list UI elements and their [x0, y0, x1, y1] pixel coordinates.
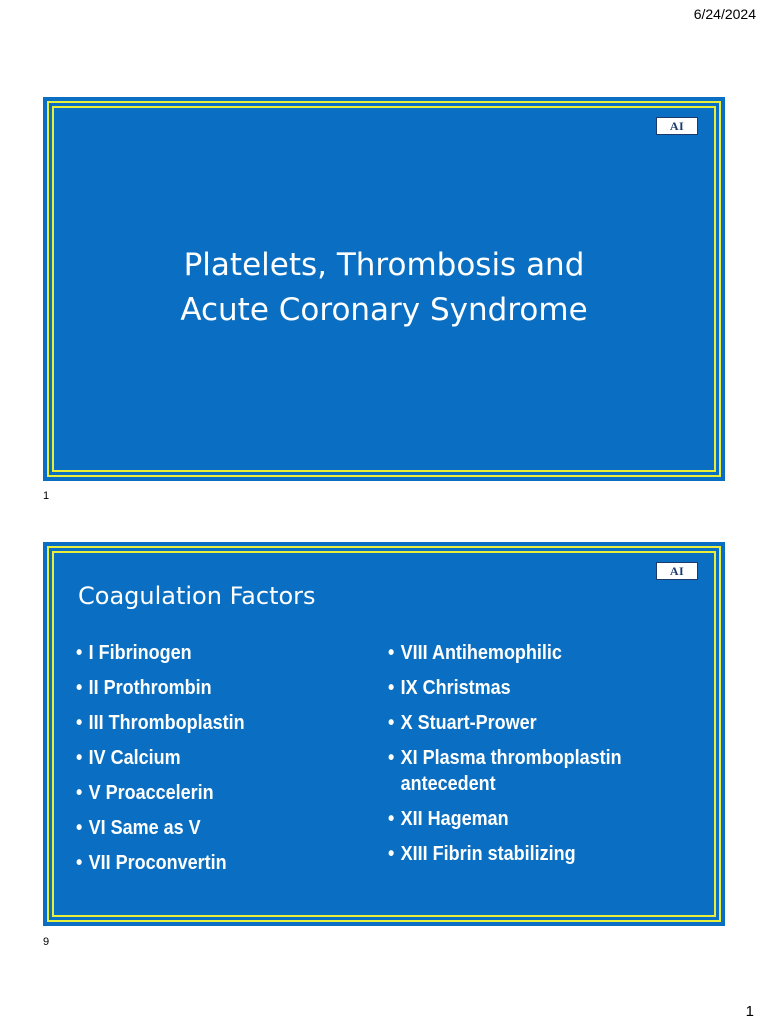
- list-item: • X Stuart-Prower: [388, 710, 685, 736]
- list-item: • IX Christmas: [388, 675, 685, 701]
- list-item: • XII Hageman: [388, 806, 685, 832]
- list-item: • VIII Antihemophilic: [388, 640, 685, 666]
- presentation-title: [43, 243, 725, 333]
- slide-number-label: 9: [43, 936, 50, 948]
- slide-number-label: 1: [43, 490, 50, 502]
- logo-icon: AI: [656, 117, 698, 135]
- title-line-1: Platelets, Thrombosis and: [183, 247, 585, 283]
- page-date: 6/24/2024: [693, 6, 756, 22]
- list-item: • I Fibrinogen: [76, 640, 245, 666]
- title-line-2: Acute Coronary Syndrome: [180, 292, 588, 328]
- list-item: • VI Same as V: [76, 815, 245, 841]
- slide-title: [43, 97, 725, 481]
- slide-coagulation-factors: [43, 542, 725, 926]
- list-item: • VII Proconvertin: [76, 850, 245, 876]
- page-number: 1: [745, 1003, 754, 1020]
- factor-list-left: [76, 640, 245, 885]
- list-item: • V Proaccelerin: [76, 780, 245, 806]
- factor-list-right: [388, 640, 685, 876]
- list-item: • IV Calcium: [76, 745, 245, 771]
- list-item: • III Thromboplastin: [76, 710, 245, 736]
- logo-icon: AI: [656, 562, 698, 580]
- slide-heading: Coagulation Factors: [78, 582, 316, 610]
- list-item: • XI Plasma thromboplastin antecedent: [388, 745, 685, 797]
- list-item: • II Prothrombin: [76, 675, 245, 701]
- list-item: • XIII Fibrin stabilizing: [388, 841, 685, 867]
